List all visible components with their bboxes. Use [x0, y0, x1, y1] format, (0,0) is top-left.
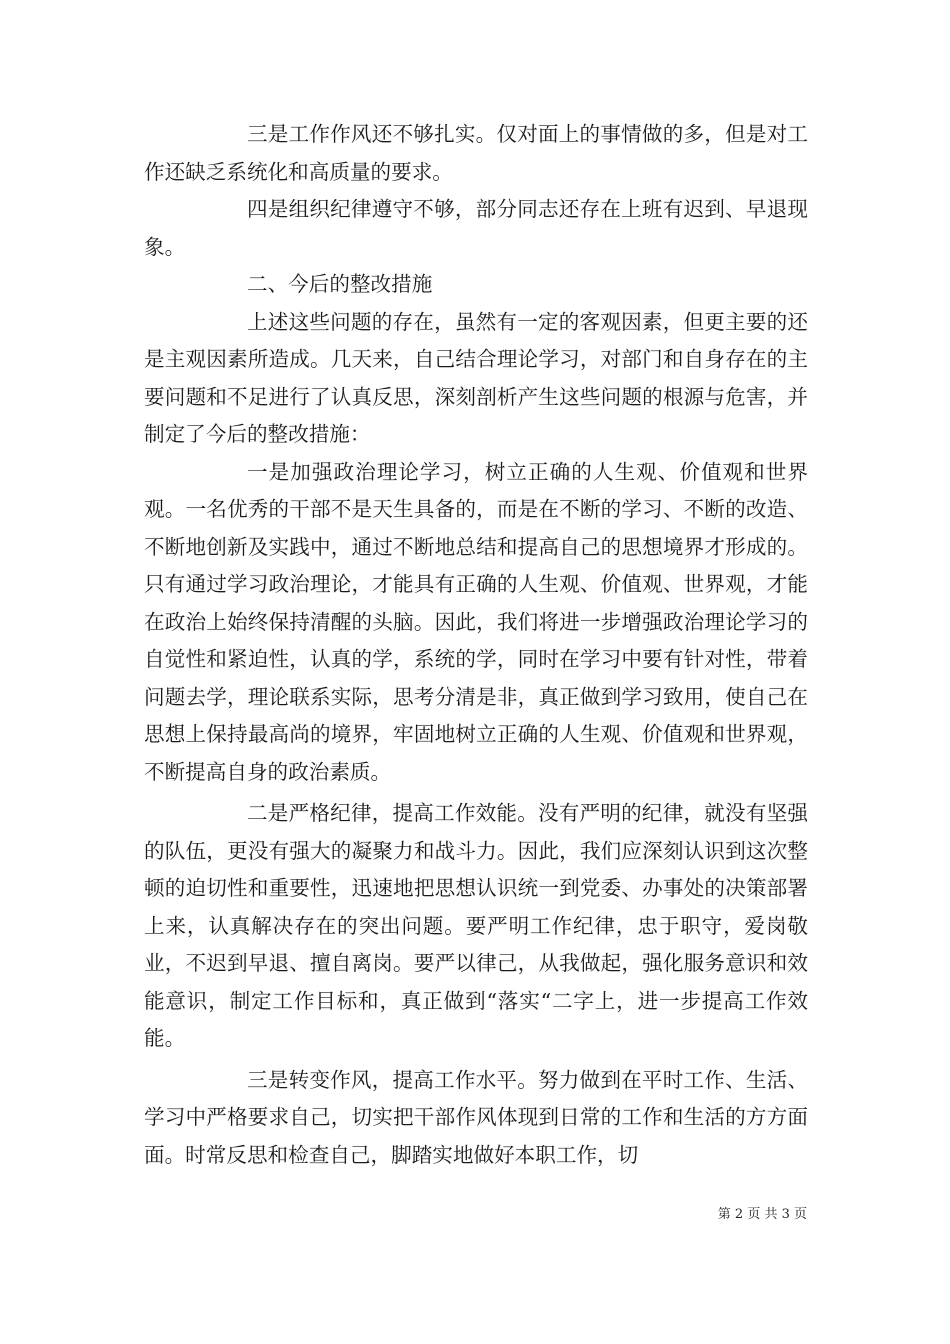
paragraph-work-style: 三是工作作风还不够扎实。仅对面上的事情做的多，但是对工作还缺乏系统化和高质量的要求。 [144, 122, 808, 184]
section-heading-rectification: 二、今后的整改措施 [247, 272, 433, 296]
paragraph-analysis: 上述这些问题的存在，虽然有一定的客观因素，但更主要的还是主观因素所造成。几天来，自己结合理论学习，对部门和自身存在的主要问题和不足进行了认真反思，深刻剖析产生这些问题的根源与危害，并制定了今后的整改措施： [144, 309, 808, 446]
page-number-footer: 第 2 页 共 3 页 [717, 1207, 807, 1222]
paragraph-measure-two: 二是严格纪律，提高工作效能。没有严明的纪律，就没有坚强的队伍，更没有强大的凝聚力和战斗力。因此，我们应深刻认识到这次整顿的迫切性和重要性，迅速地把思想认识统一到党委、办事处的决策部署上来，认真解决存在的突出问题。要严明工作纪律，忠于职守，爱岗敬业，不迟到早退、擅自离岗。要严以律己，从我做起，强化服务意识和效能意识，制定工作目标和，真正做到“落实“二字上，进一步提高工作效能。 [144, 801, 808, 1050]
paragraph-measure-three: 三是转变作风，提高工作水平。努力做到在平时工作、生活、学习中严格要求自己，切实把干部作风体现到日常的工作和生活的方方面面。时常反思和检查自己，脚踏实地做好本职工作，切 [144, 1067, 808, 1167]
paragraph-discipline: 四是组织纪律遵守不够，部分同志还存在上班有迟到、早退现象。 [144, 197, 808, 259]
document-body [144, 116, 808, 1174]
paragraph-measure-one: 一是加强政治理论学习，树立正确的人生观、价值观和世界观。一名优秀的干部不是天生具备的，而是在不断的学习、不断的改造、不断地创新及实践中，通过不断地总结和提高自己的思想境界才形成的。只有通过学习政治理论，才能具有正确的人生观、价值观、世界观，才能在政治上始终保持清醒的头脑。因此，我们将进一步增强政治理论学习的自觉性和紧迫性，认真的学，系统的学，同时在学习中要有针对性，带着问题去学，理论联系实际，思考分清是非，真正做到学习致用，使自己在思想上保持最高尚的境界，牢固地树立正确的人生观、价值观和世界观，不断提高自身的政治素质。 [144, 459, 808, 784]
